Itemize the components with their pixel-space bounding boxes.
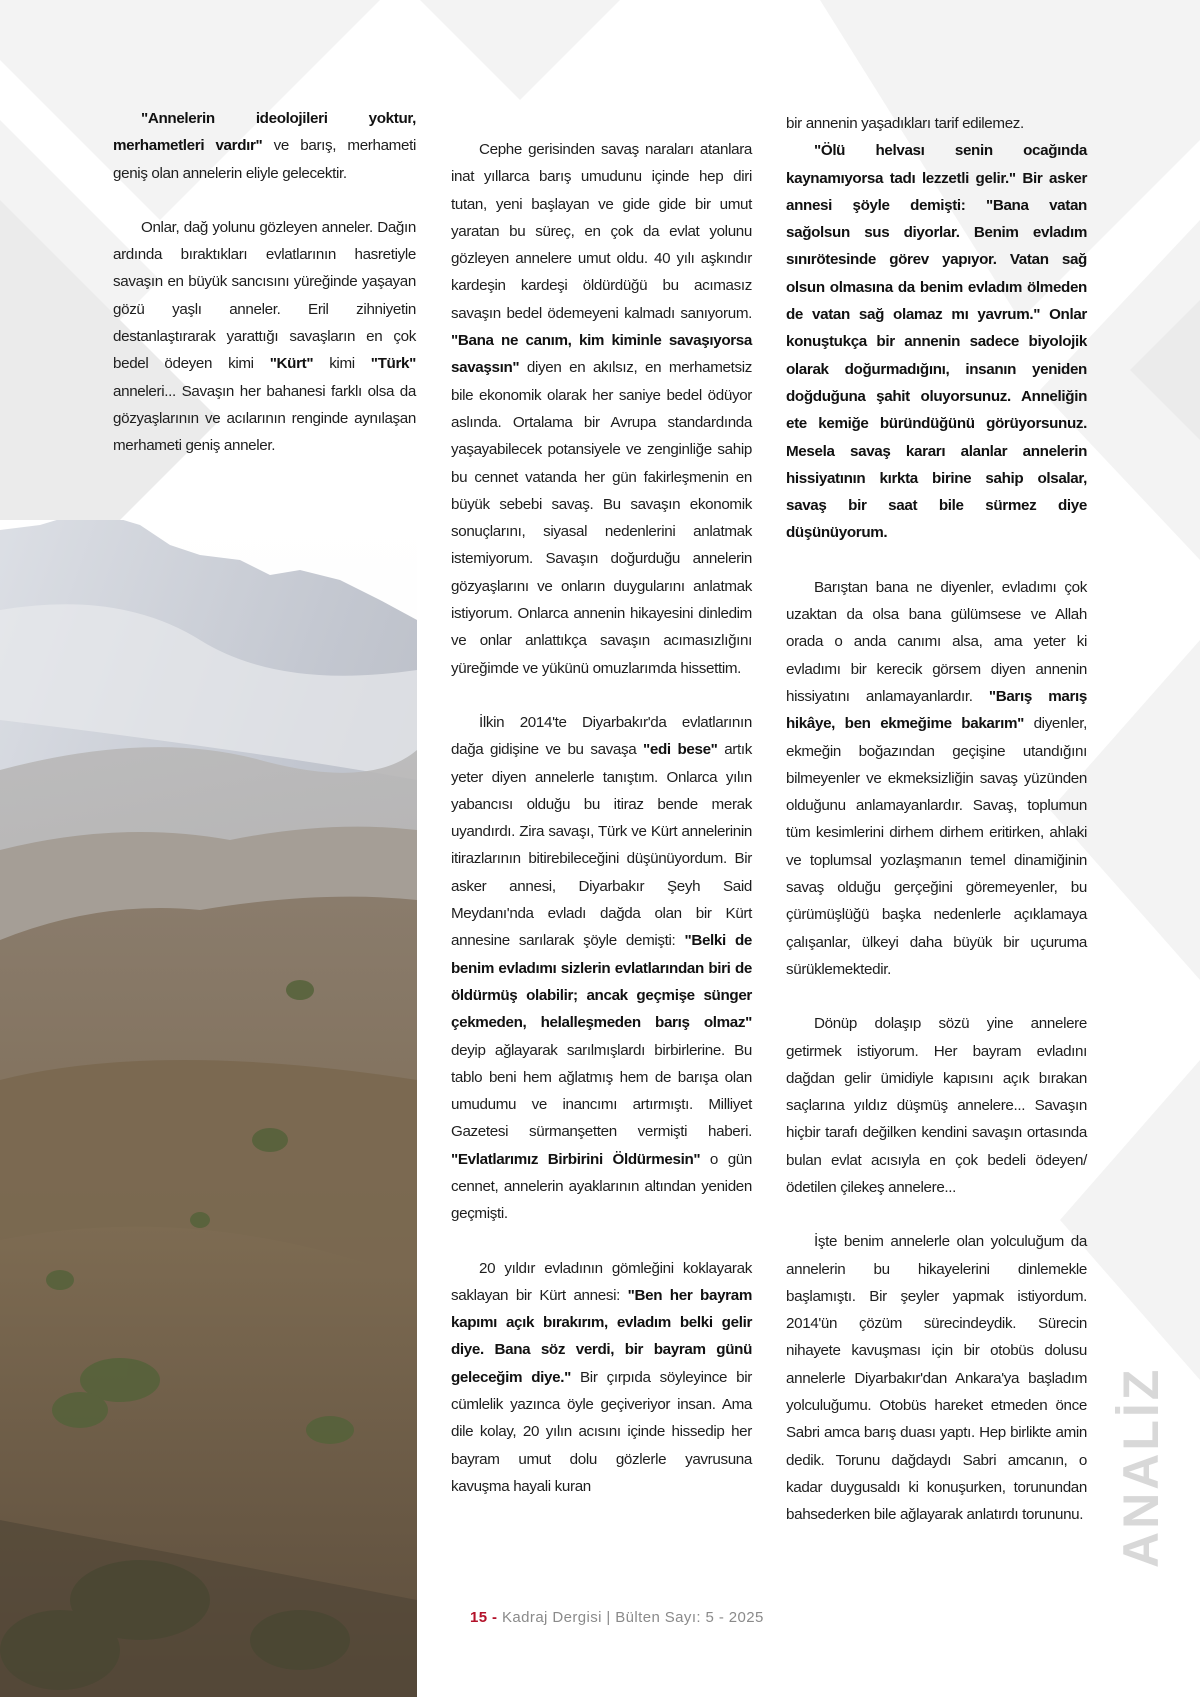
paragraph: bir annenin yaşadıkları tarif edilemez.: [786, 115, 1024, 132]
paragraph: Barıştan bana ne diyenler, evladımı çok uzaktan da olsa bana gülümsese ve Allah orada o anda canımı alsa, ama yeter ki evladımı bir kerecik görsem diyen annenin hissiyatını anlamayanlardır. "Barış marış hikâye, ben ekmeğime bakarım" diyenler, ekmeğin boğazından geçişine utandığını bilmeyenler ve ekmeksizliğin savaş yüzünden olduğunu anlamayanlardır. Savaş, toplumun tüm kesimlerini dirhem dirhem eritirken, ahlaki ve toplumsal yozlaşmanın temel dinamiğinin savaş olduğu gerçeğini göremeyenler, bu çürümüşlüğü başka nedenlerle açıklamaya çalışanlar, ülkeyi daha büyük bir uçuruma sürüklemektedir.: [786, 578, 1087, 978]
paragraph: İşte benim annelerle olan yolculuğum da annelerin bu hikayelerini dinlemekle başlamıştı. Bir şeyler yapmak istiyordum. 2014'ün çözüm sürecindeydik. Sürecin nihayete kavuşması için bir otobüs dolusu annelerle Diyarbakır'dan Ankara'ya başladım yolculuğumu. Otobüs hareket etmeden önce Sabri amca barış duası yaptı. Hep birlikte amin dedik. Torunu dağdaydı Sabri amcanın, o kadar duygusaldı ki konuşurken, torunundan bahsederken bile ağlayarak anlatırdı torununu.: [786, 1233, 1087, 1524]
section-label: ANALİZ: [1113, 1366, 1169, 1568]
text-column-3: [786, 110, 1087, 1529]
paragraph: Dönüp dolaşıp sözü yine annelere getirmek istiyorum. Her bayram evladını dağdan gelir ümidiyle kapısını açık bırakan saçlarına yıldız düşmüş annelere... Savaşın hiçbir tarafı değilken kendini savaşın ortasında bulan evlat acısıyla en çok bedeli ödeyen/ödetilen çilekeş annelere...: [786, 1015, 1087, 1196]
text-column-2: [451, 136, 752, 1500]
paragraph: Cephe gerisinden savaş naraları atanlara inat yıllarca barış umudunu içinde hep diri tutan, yeni başlayan ve gide gide bir umut yaratan bu süreç, en çok da evlat yolunu gözleyen annelere umut oldu. 40 yılı aşkındır kardeşin kardeşi öldürdüğü bu acımasız savaşın bedel ödemeyeni kalmadı sanıyorum. "Bana ne canım, kim kiminle savaşıyorsa savaşsın" diyen en akılsız, en merhametsiz bile ekonomik olarak her saniye bedel ödüyor aslında. Ortalama bir Avrupa standardında yaşayabilecek potansiyele ve zenginliğe sahip bu cennet vatanda her gün fakirleşmenin en büyük sebebi savaş. Bu savaşın ekonomik sonuçlarını, siyasal nedenlerini anlatmak istemiyorum. Savaşın doğurduğu annelerin gözyaşlarını ve onların duygularını anlatmak istiyorum. Onlarca annenin hikayesini dinledim ve onlar anlattıkça savaşın acımasızlığını yüreğimde ve yükünü omuzlarımda hissettim.: [451, 141, 752, 677]
page-footer: [470, 1609, 764, 1626]
mountain-landscape-photo: [0, 520, 417, 1697]
publication-info: Kadraj Dergisi | Bülten Sayı: 5 - 2025: [502, 1609, 764, 1626]
paragraph: "Annelerin ideolojileri yoktur, merhametleri vardır" ve barış, merhameti geniş olan annelerin eliyle gelecektir.: [113, 110, 416, 182]
paragraph: "Ölü helvası senin ocağında kaynamıyorsa tadı lezzetli gelir." Bir asker annesi şöyle demişti: "Bana vatan sağolsun sus diyorlar. Benim evladım sınırötesinde görev yapıyor. Vatan sağ olsun olmasına da benim evladım ölmeden de vatan sağ olamaz mı yavrum." Onlar konuştukça bir annenin sadece biyolojik olarak doğurmadığını, insanın yeniden doğduğuna şahit oluyorsunuz. Anneliğin ete kemiğe büründüğünü görüyorsunuz. Mesela savaş kararı alanlar annelerin hissiyatının kırkta birine sahip olsalar, savaş bir saat bile sürmez diye düşünüyorum.: [786, 142, 1087, 542]
text-column-1: [113, 105, 416, 460]
paragraph: 20 yıldır evladının gömleğini koklayarak saklayan bir Kürt annesi: "Ben her bayram kapımı açık bırakırım, evladım belki gelir diye. Bana söz verdi, bir bayram günü geleceğim diye." Bir çırpıda söyleyince bir cümlelik yazınca öyle geçiveriyor insan. Ama dile kolay, 20 yılın acısını içinde hissedip her bayram umut dolu gözlerle yavrusuna kavuşma hayali kuran: [451, 1259, 752, 1495]
page-number: 15 -: [470, 1609, 498, 1626]
paragraph: Onlar, dağ yolunu gözleyen anneler. Dağın ardında bıraktıkları evlatlarının hasretiyle savaşın en büyük sancısını yüreğinde yaşayan gözü yaşlı anneler. Eril zihniyetin destanlaştırarak yarattığı savaşların en çok bedel ödeyen kimi "Kürt" kimi "Türk" anneleri... Savaşın her bahanesi farklı olsa da gözyaşlarının ve acılarının renginde aynılaşan merhameti geniş anneler.: [113, 218, 416, 455]
paragraph: İlkin 2014'te Diyarbakır'da evlatlarının dağa gidişine ve bu savaşa "edi bese" artık yeter diyen annelerle tanıştım. Onlarca yılın yabancısı olduğu bu itiraz bende merak uyandırdı. Zira savaşı, Türk ve Kürt annelerinin itirazlarının bitirebileceğini düşünüyordum. Bir asker annesi, Diyarbakır Şeyh Said Meydanı'nda evladı dağda olan bir Kürt annesine sarılarak şöyle demişti: "Belki de benim evladımı sizlerin evlatlarından biri de öldürmüş olabilir; ancak geçmişe sünger çekmeden, helalleşmeden barış olmaz" deyip ağlayarak sarılmışlardı birbirlerine. Bu tablo beni hem ağlatmış hem de barışa olan umudumu ve inancımı artırmıştı. Milliyet Gazetesi sürmanşetten vermişti haberi. "Evlatlarımız Birbirini Öldürmesin" o gün cennet, annelerin ayaklarının altından yeniden geçmişti.: [451, 713, 752, 1223]
